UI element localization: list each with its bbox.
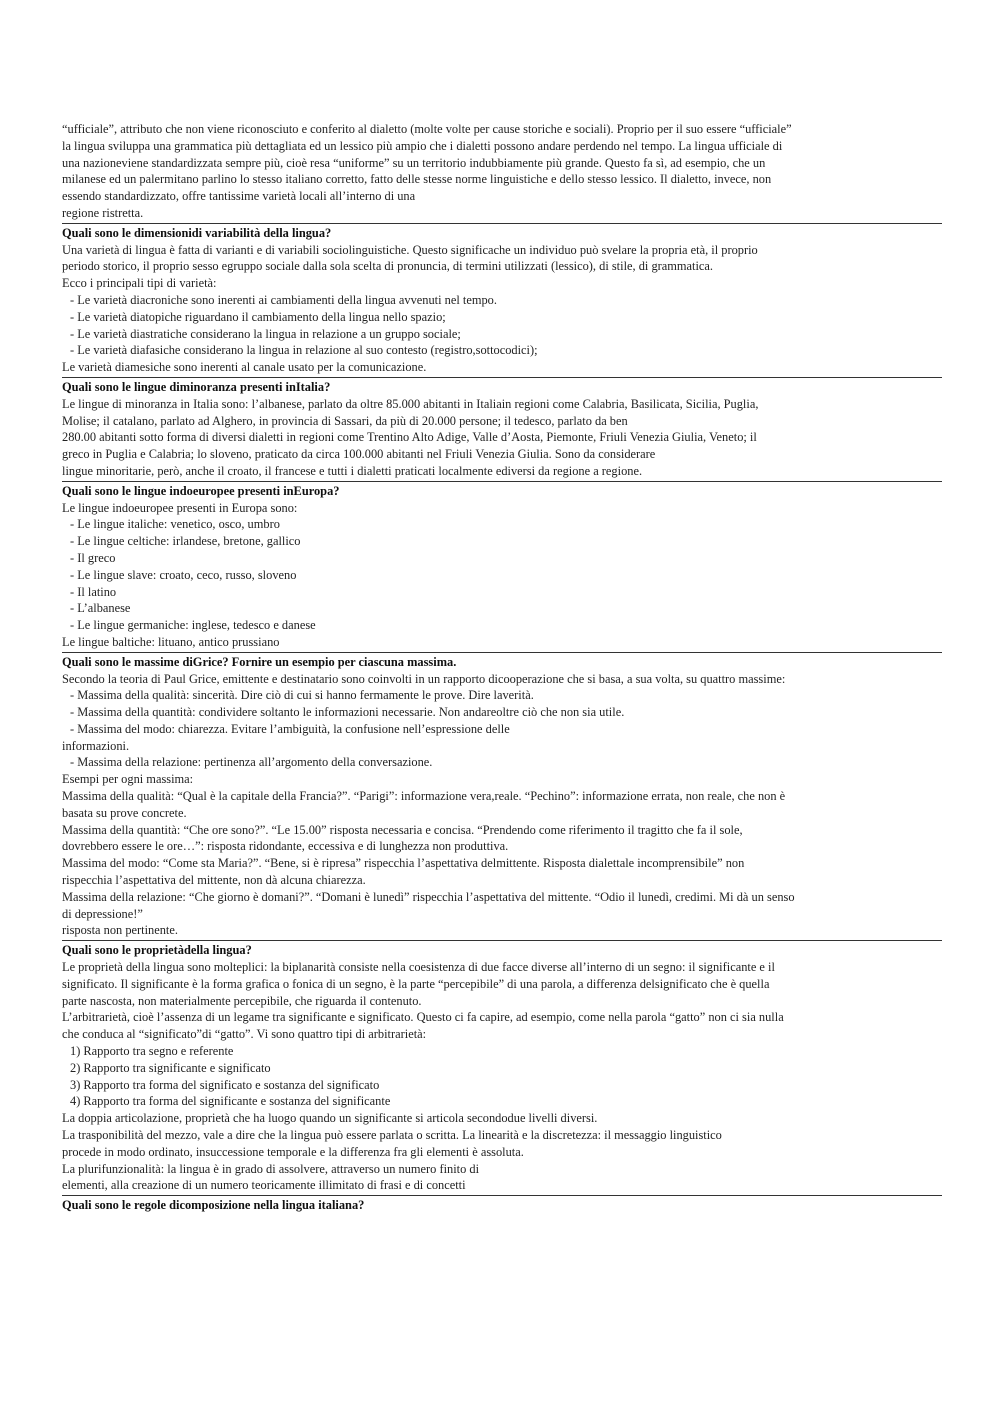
body-line: rispecchia l’aspettativa del mittente, non dà alcuna chiarezza. [62,873,366,888]
body-line: una nazioneviene standardizzata sempre più, cioè resa “uniforme” su un territorio indubbiamente più grande. Questo fa sì, ad esempio, che un [62,155,766,170]
qa-section [62,1195,942,1214]
body-line: basata su prove concrete. [62,805,187,820]
qa-section [62,652,942,940]
body-line: La doppia articolazione, proprietà che ha luogo quando un significante si articola secondodue livelli diversi. [62,1111,598,1126]
body-line: Massima della quantità: “Che ore sono?”. “Le 15.00” risposta necessaria e concisa. “Prendendo come riferimento il tragitto che fa il sole, [62,822,743,837]
list-item: - Le lingue italiche: venetico, osco, umbro [70,517,280,532]
body-line: regione ristretta. [62,205,144,220]
section-question-heading: Quali sono le lingue indoeuropee presenti inEuropa? [62,481,942,500]
list-item: - Massima del modo: chiarezza. Evitare l’ambiguità, la confusione nell’espressione delle [70,721,510,736]
qa-section [62,223,942,376]
body-line: 280.00 abitanti sotto forma di diversi dialetti in regioni come Trentino Alto Adige, Valle d’Aosta, Piemonte, Friuli Venezia Giulia, Veneto; il [62,430,757,445]
body-line: Le lingue baltiche: lituano, antico prussiano [62,634,280,649]
list-item: 1) Rapporto tra segno e referente [70,1044,234,1059]
body-line: Molise; il catalano, parlato ad Alghero, in provincia di Sassari, da più di 20.000 persone; il tedesco, parlato da ben [62,413,628,428]
body-line: greco in Puglia e Calabria; lo sloveno, praticato da circa 100.000 abitanti nel Friuli Venezia Giulia. Sono da considerare [62,447,656,462]
section-question-heading: Quali sono le dimensionidi variabilità della lingua? [62,223,942,242]
qa-section [62,377,942,480]
body-line: lingue minoritarie, però, anche il croato, il francese e tutti i dialetti praticati localmente ediversi da regione a regione. [62,463,643,478]
section-question-heading: Quali sono le massime diGrice? Fornire un esempio per ciascuna massima. [62,652,942,671]
body-line: la lingua sviluppa una grammatica più dettagliata ed un lessico più ampio che i dialetti possono andare perdendo nel tempo. La lingua ufficiale di [62,138,783,153]
qa-sections [62,223,942,1214]
body-line: periodo storico, il proprio sesso egruppo sociale dalla sola scelta di pronuncia, di termini utilizzati (lessico), di stile, di grammatica. [62,259,714,274]
list-item: 2) Rapporto tra significante e significato [70,1060,271,1075]
body-line: dovrebbero essere le ore…”: risposta ridondante, eccessiva e di lunghezza non produttiva. [62,839,509,854]
list-item: - Le varietà diacroniche sono inerenti ai cambiamenti della lingua avvenuti nel tempo. [70,292,497,307]
body-line: di depressione!” [62,906,143,921]
body-line: elementi, alla creazione di un numero teoricamente illimitato di frasi e di concetti [62,1178,466,1193]
body-line: Le lingue di minoranza in Italia sono: l’albanese, parlato da oltre 85.000 abitanti in Italiain regioni come Calabria, Basilicata, Sicilia, Puglia, [62,396,759,411]
body-line: parte nascosta, non materialmente percepibile, che riguarda il contenuto. [62,993,422,1008]
list-item: - Le varietà diastratiche considerano la lingua in relazione a un gruppo sociale; [70,326,461,341]
list-item: - Le lingue germaniche: inglese, tedesco e danese [70,618,316,633]
list-item: - Massima della quantità: condividere soltanto le informazioni necessarie. Non andareoltre ciò che non sia utile. [70,705,625,720]
body-line: Le lingue indoeuropee presenti in Europa sono: [62,500,298,515]
body-line: Secondo la teoria di Paul Grice, emittente e destinatario sono coinvolti in un rapporto dicooperazione che si basa, a sua volta, su quattro massime: [62,671,786,686]
list-item: 4) Rapporto tra forma del significante e sostanza del significante [70,1094,391,1109]
body-line: che conduca al “significato”di “gatto”. Vi sono quattro tipi di arbitrarietà: [62,1027,427,1042]
body-line: significato. Il significante è la forma grafica o fonica di un segno, è la parte “percepibile” di una parola, a differenza delsignificato che è quella [62,976,770,991]
body-line: Massima della qualità: “Qual è la capitale della Francia?”. “Parigi”: informazione vera,reale. “Pechino”: informazione errata, non reale, che non è [62,789,786,804]
body-line: procede in modo ordinato, insuccessione temporale e la differenza fra gli elementi è assoluta. [62,1144,524,1159]
body-line: Le proprietà della lingua sono molteplici: la biplanarità consiste nella coesistenza di due facce diverse all’interno di un segno: il significante e il [62,960,775,975]
body-line: Ecco i principali tipi di varietà: [62,276,217,291]
list-item: - Le lingue slave: croato, ceco, russo, sloveno [70,567,297,582]
body-line: essendo standardizzato, offre tantissime varietà locali all’interno di una [62,189,416,204]
section-question-heading: Quali sono le regole dicomposizione nella lingua italiana? [62,1195,942,1214]
list-item: - Il greco [70,550,116,565]
intro-paragraph [62,121,942,222]
body-line: La trasponibilità del mezzo, vale a dire che la lingua può essere parlata o scritta. La linearità e la discretezza: il messaggio linguistico [62,1128,722,1143]
body-line: La plurifunzionalità: la lingua è in grado di assolvere, attraverso un numero finito di [62,1161,480,1176]
body-line: Le varietà diamesiche sono inerenti al canale usato per la comunicazione. [62,360,427,375]
list-item: - Massima della relazione: pertinenza all’argomento della conversazione. [70,755,433,770]
qa-section [62,481,942,651]
body-line: milanese ed un palermitano parlino lo stesso italiano corretto, fatto delle stesse norme linguistiche e dello stesso lessico. Il dialetto, invece, non [62,172,772,187]
list-item: - Le varietà diatopiche riguardano il cambiamento della lingua nello spazio; [70,309,446,324]
list-item: - Le varietà diafasiche considerano la lingua in relazione al suo contesto (registro,sottocodici); [70,343,538,358]
body-line: L’arbitrarietà, cioè l’assenza di un legame tra significante e significato. Questo ci fa capire, ad esempio, come nella parola “gatto” non ci sia nulla [62,1010,784,1025]
list-item: 3) Rapporto tra forma del significato e sostanza del significato [70,1077,380,1092]
list-item: - Il latino [70,584,117,599]
section-question-heading: Quali sono le lingue diminoranza presenti inItalia? [62,377,942,396]
body-line: risposta non pertinente. [62,923,178,938]
body-line: informazioni. [62,738,130,753]
list-item: - Le lingue celtiche: irlandese, bretone, gallico [70,534,301,549]
body-line: Massima del modo: “Come sta Maria?”. “Bene, si è ripresa” rispecchia l’aspettativa delmittente. Risposta dialettale incomprensibile” non [62,856,745,871]
list-item: - Massima della qualità: sincerità. Dire ciò di cui si hanno fermamente le prove. Dire laverità. [70,688,534,703]
body-line: Massima della relazione: “Che giorno è domani?”. “Domani è lunedì” rispecchia l’aspettativa del mittente. “Odio il lunedì, credimi. Mi dà un senso [62,889,795,904]
body-line: Esempi per ogni massima: [62,772,194,787]
body-line: “ufficiale”, attributo che non viene riconosciuto e conferito al dialetto (molte volte per cause storiche e sociali). Proprio per il suo essere “ufficiale” [62,122,792,136]
list-item: - L’albanese [70,601,131,616]
section-question-heading: Quali sono le proprietàdella lingua? [62,940,942,959]
body-line: Una varietà di lingua è fatta di varianti e di variabili sociolinguistiche. Questo significache un individuo può svelare la propria età, il proprio [62,242,758,257]
qa-section [62,940,942,1194]
document-page [62,121,942,1214]
